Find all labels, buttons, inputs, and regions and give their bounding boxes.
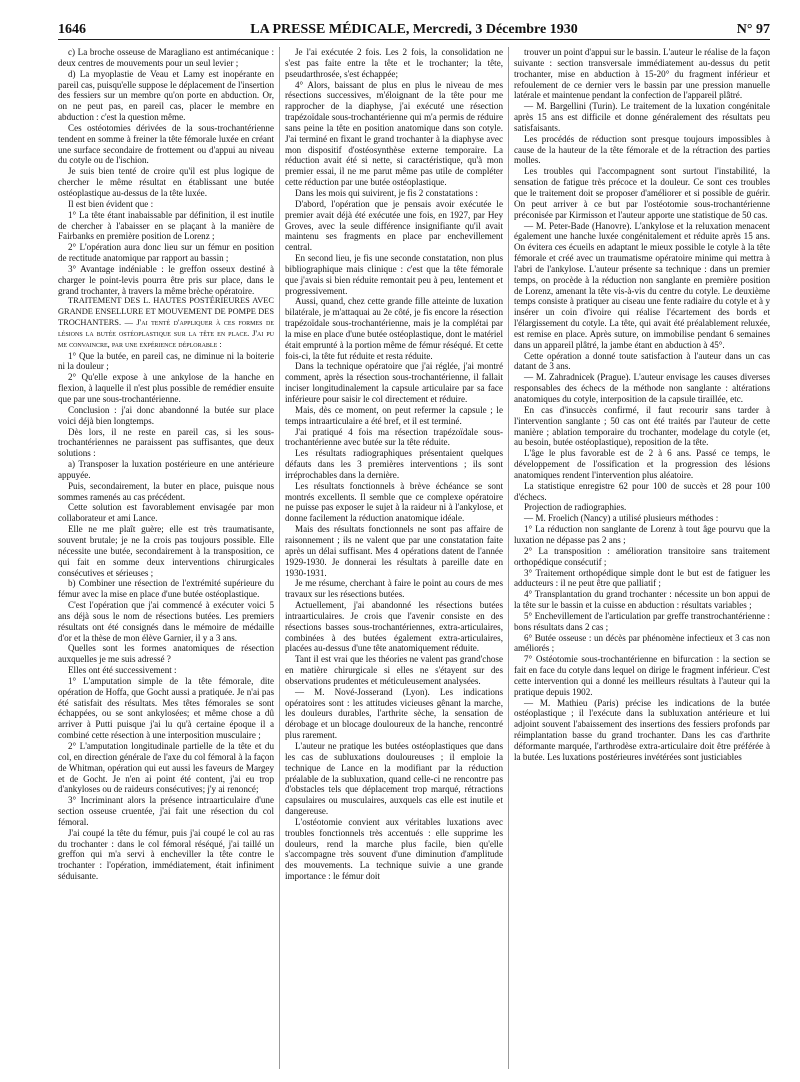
paragraph: Je suis bien tenté de croire qu'il est plus logique de chercher le même résultat en établissant une butée ostéoplastique au-dessus de la tête luxée. xyxy=(58,166,274,198)
paragraph: J'ai pratiqué 4 fois ma résection trapézoïdale sous-trochantérienne avec butée sur la tête réduite. xyxy=(285,426,503,448)
paragraph: L'âge le plus favorable est de 2 à 6 ans. Passé ce temps, le développement de l'ossification et la progression des lésions anatomiques rendent l'intervention plus aléatoire. xyxy=(514,448,770,480)
paragraph: J'ai coupé la tête du fémur, puis j'ai coupé le col au ras du trochanter : dans le col fémoral réséqué, j'ai taillé un greffon qui m'a servi à encheviller la tête contre le trochanter : l'opération, immédiatement, était infiniment séduisante. xyxy=(58,827,274,882)
text-column-right xyxy=(514,47,770,1069)
paragraph: 3° Incriminant alors la présence intraarticulaire d'une section osseuse cruentée, j'ai fait une résection du col fémoral. xyxy=(58,795,274,827)
column-divider xyxy=(279,47,280,1069)
paragraph: En second lieu, je fis une seconde constatation, non plus bibliographique mais clinique : c'est que la tête fémorale que j'avais si bien réduite remontait peu à peu, lentement et progressivement. xyxy=(285,253,503,296)
paragraph: trouver un point d'appui sur le bassin. L'auteur le réalise de la façon suivante : section transversale immédiatement au-dessus du petit trochanter, mise en abduction à 15-20° du fragment inférieur et refoulement de ce dernier vers le bassin par une pression manuelle latérale et maintenue pendant la confection de l'appareil plâtré. xyxy=(514,47,770,101)
paragraph: D'abord, l'opération que je pensais avoir exécutée le premier avait déjà été exécutée une fois, en 1927, par Hey Groves, avec la seule différence insignifiante qu'il avait maintenu ses fragments en place par enchevillement central. xyxy=(285,198,503,253)
paragraph: — M. Zahradnicek (Prague). L'auteur envisage les causes diverses responsables des échecs de la méthode non sanglante : altérations anatomiques du cotyle, interposition de la capsule tiraillée, etc. xyxy=(514,372,770,404)
paragraph: 4° Transplantation du grand trochanter : nécessite un bon appui de la tête sur le bassin et la cuisse en abduction : résultats variables ; xyxy=(514,589,770,611)
paragraph: 7° Ostéotomie sous-trochantérienne en bifurcation : la section se fait en face du cotyle dans lequel on dirige le fragment inférieur. C'est cette intervention qui a donné les meilleurs résultats à l'auteur qui la pratique depuis 1902. xyxy=(514,654,770,697)
paragraph: Actuellement, j'ai abandonné les résections butées intraarticulaires. Je crois que l'avenir consiste en des résections basses sous-trochantériennes, extra-articulaires, combinées à des butées également extra-articulaires, placées au-dessus d'une tête anatomiquement réduite. xyxy=(285,600,503,654)
paragraph: L'auteur ne pratique les butées ostéoplastiques que dans les cas de subluxations douloureuses ; il emploie la technique de Lance en la modifiant par la réduction préalable de la subluxation, quand celle-ci ne rencontre pas d'obstacles tels que déplacement trop marqué, rétractions capsulaires ou musculaires, auxquels cas elle est inutile et dangereuse. xyxy=(285,741,503,817)
paragraph: Aussi, quand, chez cette grande fille atteinte de luxation bilatérale, je m'attaquai au 2e côté, je fis encore la résection trapézoïdale sous-trochantérienne, mais je la complétai par la mise en place d'une butée ostéoplastique, dont le matériel était emprunté à la portion même de fémur réséqué. Et cette fois-ci, la tête fut réduite et resta réduite. xyxy=(285,296,503,361)
paragraph: En cas d'insuccès confirmé, il faut recourir sans tarder à l'intervention sanglante ; 50 cas ont été traités par l'auteur de cette manière ; ablation temporaire du trochanter, modelage du cotyle (et, au besoin, butée ostéoplastique), reposition de la tête. xyxy=(514,404,770,448)
paragraph: b) Combiner une résection de l'extrémité supérieure du fémur avec la mise en place d'une butée ostéoplastique. xyxy=(58,578,274,600)
paragraph: 5° Enchevillement de l'articulation par greffe transtrochantérienne : bons résultats dans 2 cas ; xyxy=(514,610,770,632)
paragraph: Mais, dès ce moment, on peut refermer la capsule ; le temps intraarticulaire a été bref, et il est terminé. xyxy=(285,404,503,426)
paragraph: 3° Traitement orthopédique simple dont le but est de fatiguer les adducteurs : il ne peut être que palliatif ; xyxy=(514,567,770,589)
paragraph: L'ostéotomie convient aux véritables luxations avec troubles fonctionnels très accentués : elle supprime les douleurs, rend la marche plus facile, bien qu'elle s'accompagne très souvent d'une diminution d'amplitude des mouvements. La technique suivie a une grande importance : le fémur doit xyxy=(285,816,503,882)
paragraph: Conclusion : j'ai donc abandonné la butée sur place voici déjà bien longtemps. xyxy=(58,404,274,426)
running-header xyxy=(58,22,770,40)
paragraph: 2° L'amputation longitudinale partielle de la tête et du col, en direction générale de l'axe du col fémoral à la façon de Whitman, opération qui eut aussi les faveurs de Margey et de Gocht. Je n'en ai point été content, j'ai eu trop d'ankyloses ou de raideurs consécutives; j'y ai renoncé; xyxy=(58,741,274,795)
paragraph: a) Transposer la luxation postérieure en une antérieure appuyée. xyxy=(58,459,274,480)
header-rule xyxy=(58,39,770,40)
paragraph: Quelles sont les formes anatomiques de résection auxquelles je me suis adressé ? xyxy=(58,643,274,665)
paragraph: Ces ostéotomies dérivées de la sous-trochantérienne tendent en somme à freiner la tête fémorale luxée en créant une surface secondaire de frottement ou d'appui au niveau du cotyle ou de l'ischion. xyxy=(58,122,274,166)
paragraph: Puis, secondairement, la buter en place, puisque nous sommes ramenés au cas précédent. xyxy=(58,480,274,502)
paragraph: Mais des résultats fonctionnels ne sont pas affaire de raisonnement ; ils ne valent que par une constatation faite après un délai suffisant. Mes 4 opérations datent de l'année 1929-1930. Je donnerai les résultats à pareille date en 1930-1931. xyxy=(285,524,503,578)
page-number: 1646 xyxy=(58,22,86,37)
paragraph: Projection de radiographies. xyxy=(524,502,627,513)
issue-number: N° 97 xyxy=(736,22,770,37)
paragraph: C'est l'opération que j'ai commencé à exécuter voici 5 ans déjà sous le nom de résections butées. Les premiers résultats ont été consignés dans le mémoire de médaille d'or et la thèse de mon élève Garnier, il y a 3 ans. xyxy=(58,600,274,643)
paragraph: — M. Froelich (Nancy) a utilisé plusieurs méthodes : xyxy=(524,513,719,524)
paragraph: Dans la technique opératoire que j'ai réglée, j'ai montré comment, après la résection sous-trochantérienne, il fallait inciser longitudinalement la capsule articulaire par sa face inférieure pour saisir le col directement et réduire. xyxy=(285,361,503,404)
paragraph: La statistique enregistre 62 pour 100 de succès et 28 pour 100 d'échecs. xyxy=(514,480,770,502)
paragraph: Il est bien évident que : xyxy=(68,198,154,209)
paragraph: 2° Qu'elle expose à une ankylose de la hanche en flexion, à laquelle il n'est plus possible de remédier ensuite que par une sous-trochantérienne. xyxy=(58,372,274,404)
paragraph: c) La broche osseuse de Maragliano est antimécanique : deux centres de mouvements pour un seul levier ; xyxy=(58,47,274,68)
paragraph: Les résultats fonctionnels à brève échéance se sont montrés excellents. Il semble que ce complexe opératoire ne puisse pas exposer le sujet à la raideur ni à l'ankylose, et donne facilement la réduction anatomique idéale. xyxy=(285,480,503,524)
paragraph: 2° La transposition : amélioration transitoire sans traitement orthopédique consécutif ; xyxy=(514,545,770,567)
paragraph: TRAITEMENT DES L. HAUTES POSTÉRIEURES AVEC GRANDE ENSELLURE ET MOUVEMENT DE POMPE DES TROCHANTERS. — J'ai tenté d'appliquer à ces formes de lésions la butée ostéoplastique sur la tête en place. J'ai pu me convaincre, par une expérience déplorable : xyxy=(58,296,274,349)
journal-title: LA PRESSE MÉDICALE, Mercredi, 3 Décembre 1930 xyxy=(250,22,578,37)
paragraph: 1° Que la butée, en pareil cas, ne diminue ni la boiterie ni la douleur ; xyxy=(58,350,274,372)
paragraph: d) La myoplastie de Veau et Lamy est inopérante en pareil cas, puisqu'elle suppose le déplacement de l'insertion des fessiers sur un membre qu'on porte en abduction. Or, on ne peut pas, en pareil cas, placer le membre en abduction : c'est la question même. xyxy=(58,68,274,123)
paragraph: — M. Bargellini (Turin). Le traitement de la luxation congénitale après 15 ans est difficile et donne généralement des résultats peu satisfaisants. xyxy=(514,101,770,133)
paragraph: Les résultats radiographiques présentaient quelques défauts dans les 3 premières interventions ; ils sont irréprochables dans la dernière. xyxy=(285,448,503,480)
paragraph: Dès lors, il ne reste en pareil cas, si les sous-trochantériennes ne paraissent pas suffisantes, que deux solutions : xyxy=(58,426,274,459)
column-divider xyxy=(508,47,509,1069)
text-column-middle xyxy=(285,47,503,1069)
paragraph: — M. Nové-Josserand (Lyon). Les indications opératoires sont : les attitudes vicieuses gênant la marche, les douleurs durables, l'arthrite sèche, la sensation de dérobage et un blocage douloureux de la hanche, rencontré plus rarement. xyxy=(285,686,503,741)
paragraph: 6° Butée osseuse : un décès par phénomène infectieux et 3 cas non améliorés ; xyxy=(514,632,770,654)
paragraph: Les procédés de réduction sont presque toujours impossibles à cause de la hauteur de la tête fémorale et de la rétraction des parties molles. xyxy=(514,133,770,166)
paragraph: Elles ont été successivement : xyxy=(68,665,177,676)
paragraph: 1° L'amputation simple de la tête fémorale, dite opération de Hoffa, que Gocht aussi a pratiquée. Je n'ai pas été satisfait des résultats. Mes têtes fémorales se sont échappées, ou se sont ankylosées; et même chose a dû arriver à Putti puisque j'ai lu qu'à certaine époque il a combiné cette résection à une interposition musculaire ; xyxy=(58,675,274,741)
text-column-left xyxy=(58,47,274,1069)
paragraph: Cette solution est favorablement envisagée par mon collaborateur et ami Lance. xyxy=(58,502,274,524)
paragraph: 3° Avantage indéniable : le greffon osseux destiné à charger le point-levis pourra être pris sur place, dans le grand trochanter, à travers la même brèche opératoire. xyxy=(58,263,274,296)
paragraph: 2° L'opération aura donc lieu sur un fémur en position de rectitude anatomique par rapport au bassin ; xyxy=(58,242,274,264)
paragraph: Je l'ai exécutée 2 fois. Les 2 fois, la consolidation ne s'est pas faite entre la tête et le trochanter; la tête, pseudarthrosée, s'est échappée; xyxy=(285,47,503,79)
paragraph: 1° La réduction non sanglante de Lorenz à tout âge pourvu que la luxation ne dépasse pas 2 ans ; xyxy=(514,524,770,545)
paragraph: Cette opération a donné toute satisfaction à l'auteur dans un cas datant de 3 ans. xyxy=(514,350,770,372)
paragraph: 4° Alors, baissant de plus en plus le niveau de mes résections successives, m'éloignant de la tête pour me rapprocher de la diaphyse, j'ai exécuté une résection trapézoïdale sous-trochantérienne qui m'a permis de réduire sans peine la tête en position anatomique dans son cotyle. J'ai terminé en fixant le grand trochanter à la diaphyse avec mon dispositif d'ostéosynthèse externe temporaire. La réduction avait été si nette, si caractéristique, qu'à mon premier essai, il ne me parut même pas utile de compléter cette réduction par une butée ostéoplastique. xyxy=(285,79,503,188)
paragraph: — M. Peter-Bade (Hanovre). L'ankylose et la reluxation menacent également une hanche luxée congénitalement et réduite après 15 ans. On évitera ces écueils en adaptant le mieux possible le cotyle à la tête fémorale et créé avec un traumatisme opératoire minime qui mettra à l'abri de l'ankylose. L'auteur présente sa technique : dans un premier temps, on procède à la réduction non sanglante en première position de Lorenz, amenant la tête vis-à-vis du centre du cotyle. Le deuxième temps consiste à pratiquer au ciseau une fente radiaire du cotyle et à y insérer un coin d'ivoire qui réalise l'écartement des bords et l'élargissement du cotyle. La tête, qui avait été préalablement reluxée, est remise en place. Après suture, on immobilise pendant 6 semaines dans un appareil plâtré, la jambe étant en abduction à 45°. xyxy=(514,220,770,350)
paragraph: — M. Mathieu (Paris) précise les indications de la butée ostéoplastique ; il l'exécute dans la subluxation antérieure et lui adjoint souvent l'abaissement des insertions des fessiers profonds par réimplantation basse du grand trochanter. Dans les cas d'arthrite déformante marquée, l'arthrodèse extra-articulaire doit être préférée à la butée. Les luxations postérieures invétérées sont justiciables xyxy=(514,697,770,762)
paragraph: Je me résume, cherchant à faire le point au cours de mes travaux sur les résections butées. xyxy=(285,578,503,600)
paragraph: Tant il est vrai que les théories ne valent pas grand'chose en matière chirurgicale si elles ne s'étayent sur des observations prudentes et méticuleusement analysées. xyxy=(285,654,503,686)
paragraph: 1° La tête étant inabaissable par définition, il est inutile de chercher à l'abaisser en se plaçant à la manière de Fairbanks en première position de Lorenz ; xyxy=(58,209,274,242)
paragraph: Dans les mois qui suivirent, je fis 2 constatations : xyxy=(295,187,478,198)
paragraph: Les troubles qui l'accompagnent sont surtout l'instabilité, la sensation de fatigue très précoce et la douleur. Ce sont ces troubles que le traitement doit se proposer d'améliorer et si possible de guérir. On peut arriver à ce but par l'ostéotomie sous-trochantérienne préconisée par Kirmisson et l'auteur apporte une statistique de 50 cas. xyxy=(514,166,770,220)
paragraph: Elle ne me plaît guère; elle est très traumatisante, souvent brutale; je ne la crois pas toujours possible. Elle nécessite une butée, secondairement à la transposition, ce qui fait en somme deux interventions chirurgicales consécutives et sérieuses ; xyxy=(58,524,274,578)
